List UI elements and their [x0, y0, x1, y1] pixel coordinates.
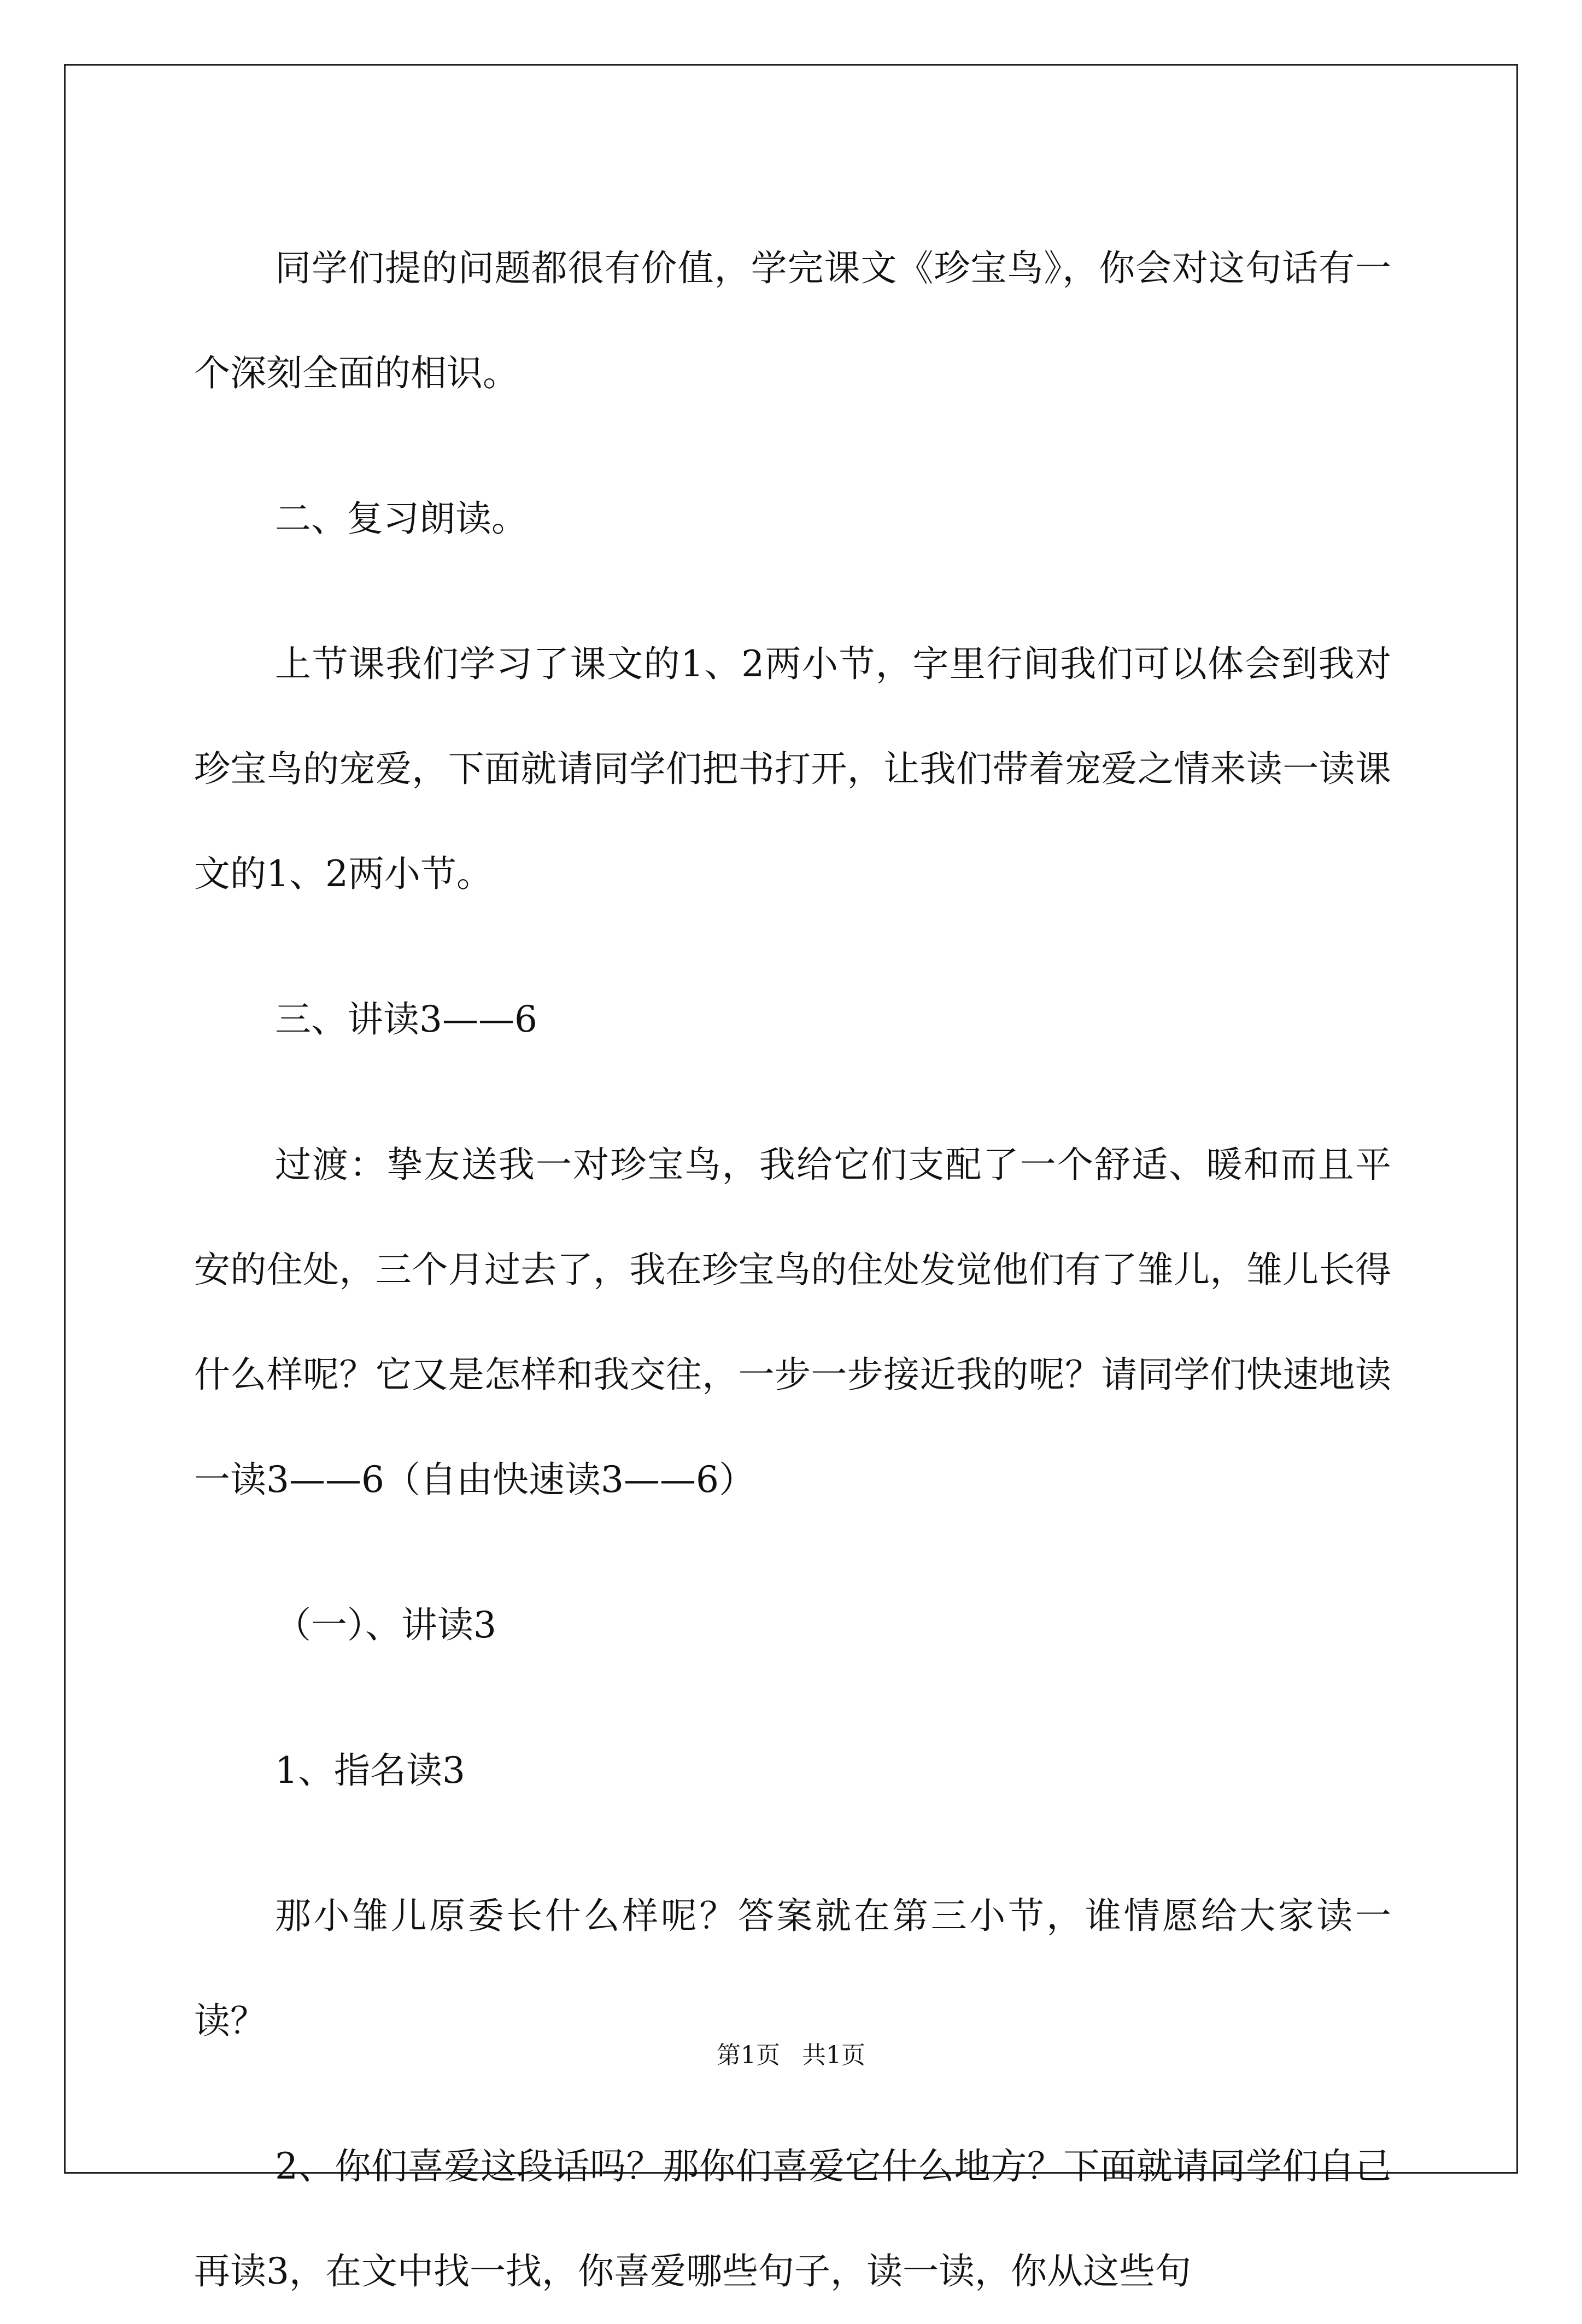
paragraph-intro: 同学们提的问题都很有价值，学完课文《珍宝鸟》，你会对这句话有一个深刻全面的相识。	[194, 247, 1391, 394]
page-total: 共1页	[802, 2041, 865, 2069]
document-body	[194, 216, 1391, 2324]
page-number: 第1页	[717, 2041, 780, 2069]
heading-review-reading: 二、复习朗读。	[275, 497, 528, 540]
paragraph-question: 那小雏儿原委长什么样呢？答案就在第三小节，谁情愿给大家读一读？	[194, 1895, 1391, 2042]
page-footer	[0, 2039, 1582, 2072]
heading-explain-3-6: 三、讲读3——6	[275, 998, 537, 1040]
step-2-discussion: 2、你们喜爱这段话吗？那你们喜爱它什么地方？下面就请同学们自己再读3，在文中找一找，你喜爱哪些句子，读一读，你从这些句	[194, 2145, 1391, 2292]
paragraph-transition: 过渡：挚友送我一对珍宝鸟，我给它们支配了一个舒适、暖和而且平安的住处，三个月过去了，我在珍宝鸟的住处发觉他们有了雏儿，雏儿长得什么样呢？它又是怎样和我交往，一步一步接近我的呢？请同学们快速地读一读3——6（自由快速读3——6）	[194, 1144, 1391, 1501]
heading-explain-3: （一）、讲读3	[275, 1604, 496, 1646]
paragraph-review: 上节课我们学习了课文的1、2两小节，字里行间我们可以体会到我对珍宝鸟的宠爱，下面就请同学们把书打开，让我们带着宠爱之情来读一读课文的1、2两小节。	[194, 643, 1391, 895]
step-1-read-aloud: 1、指名读3	[275, 1749, 465, 1792]
